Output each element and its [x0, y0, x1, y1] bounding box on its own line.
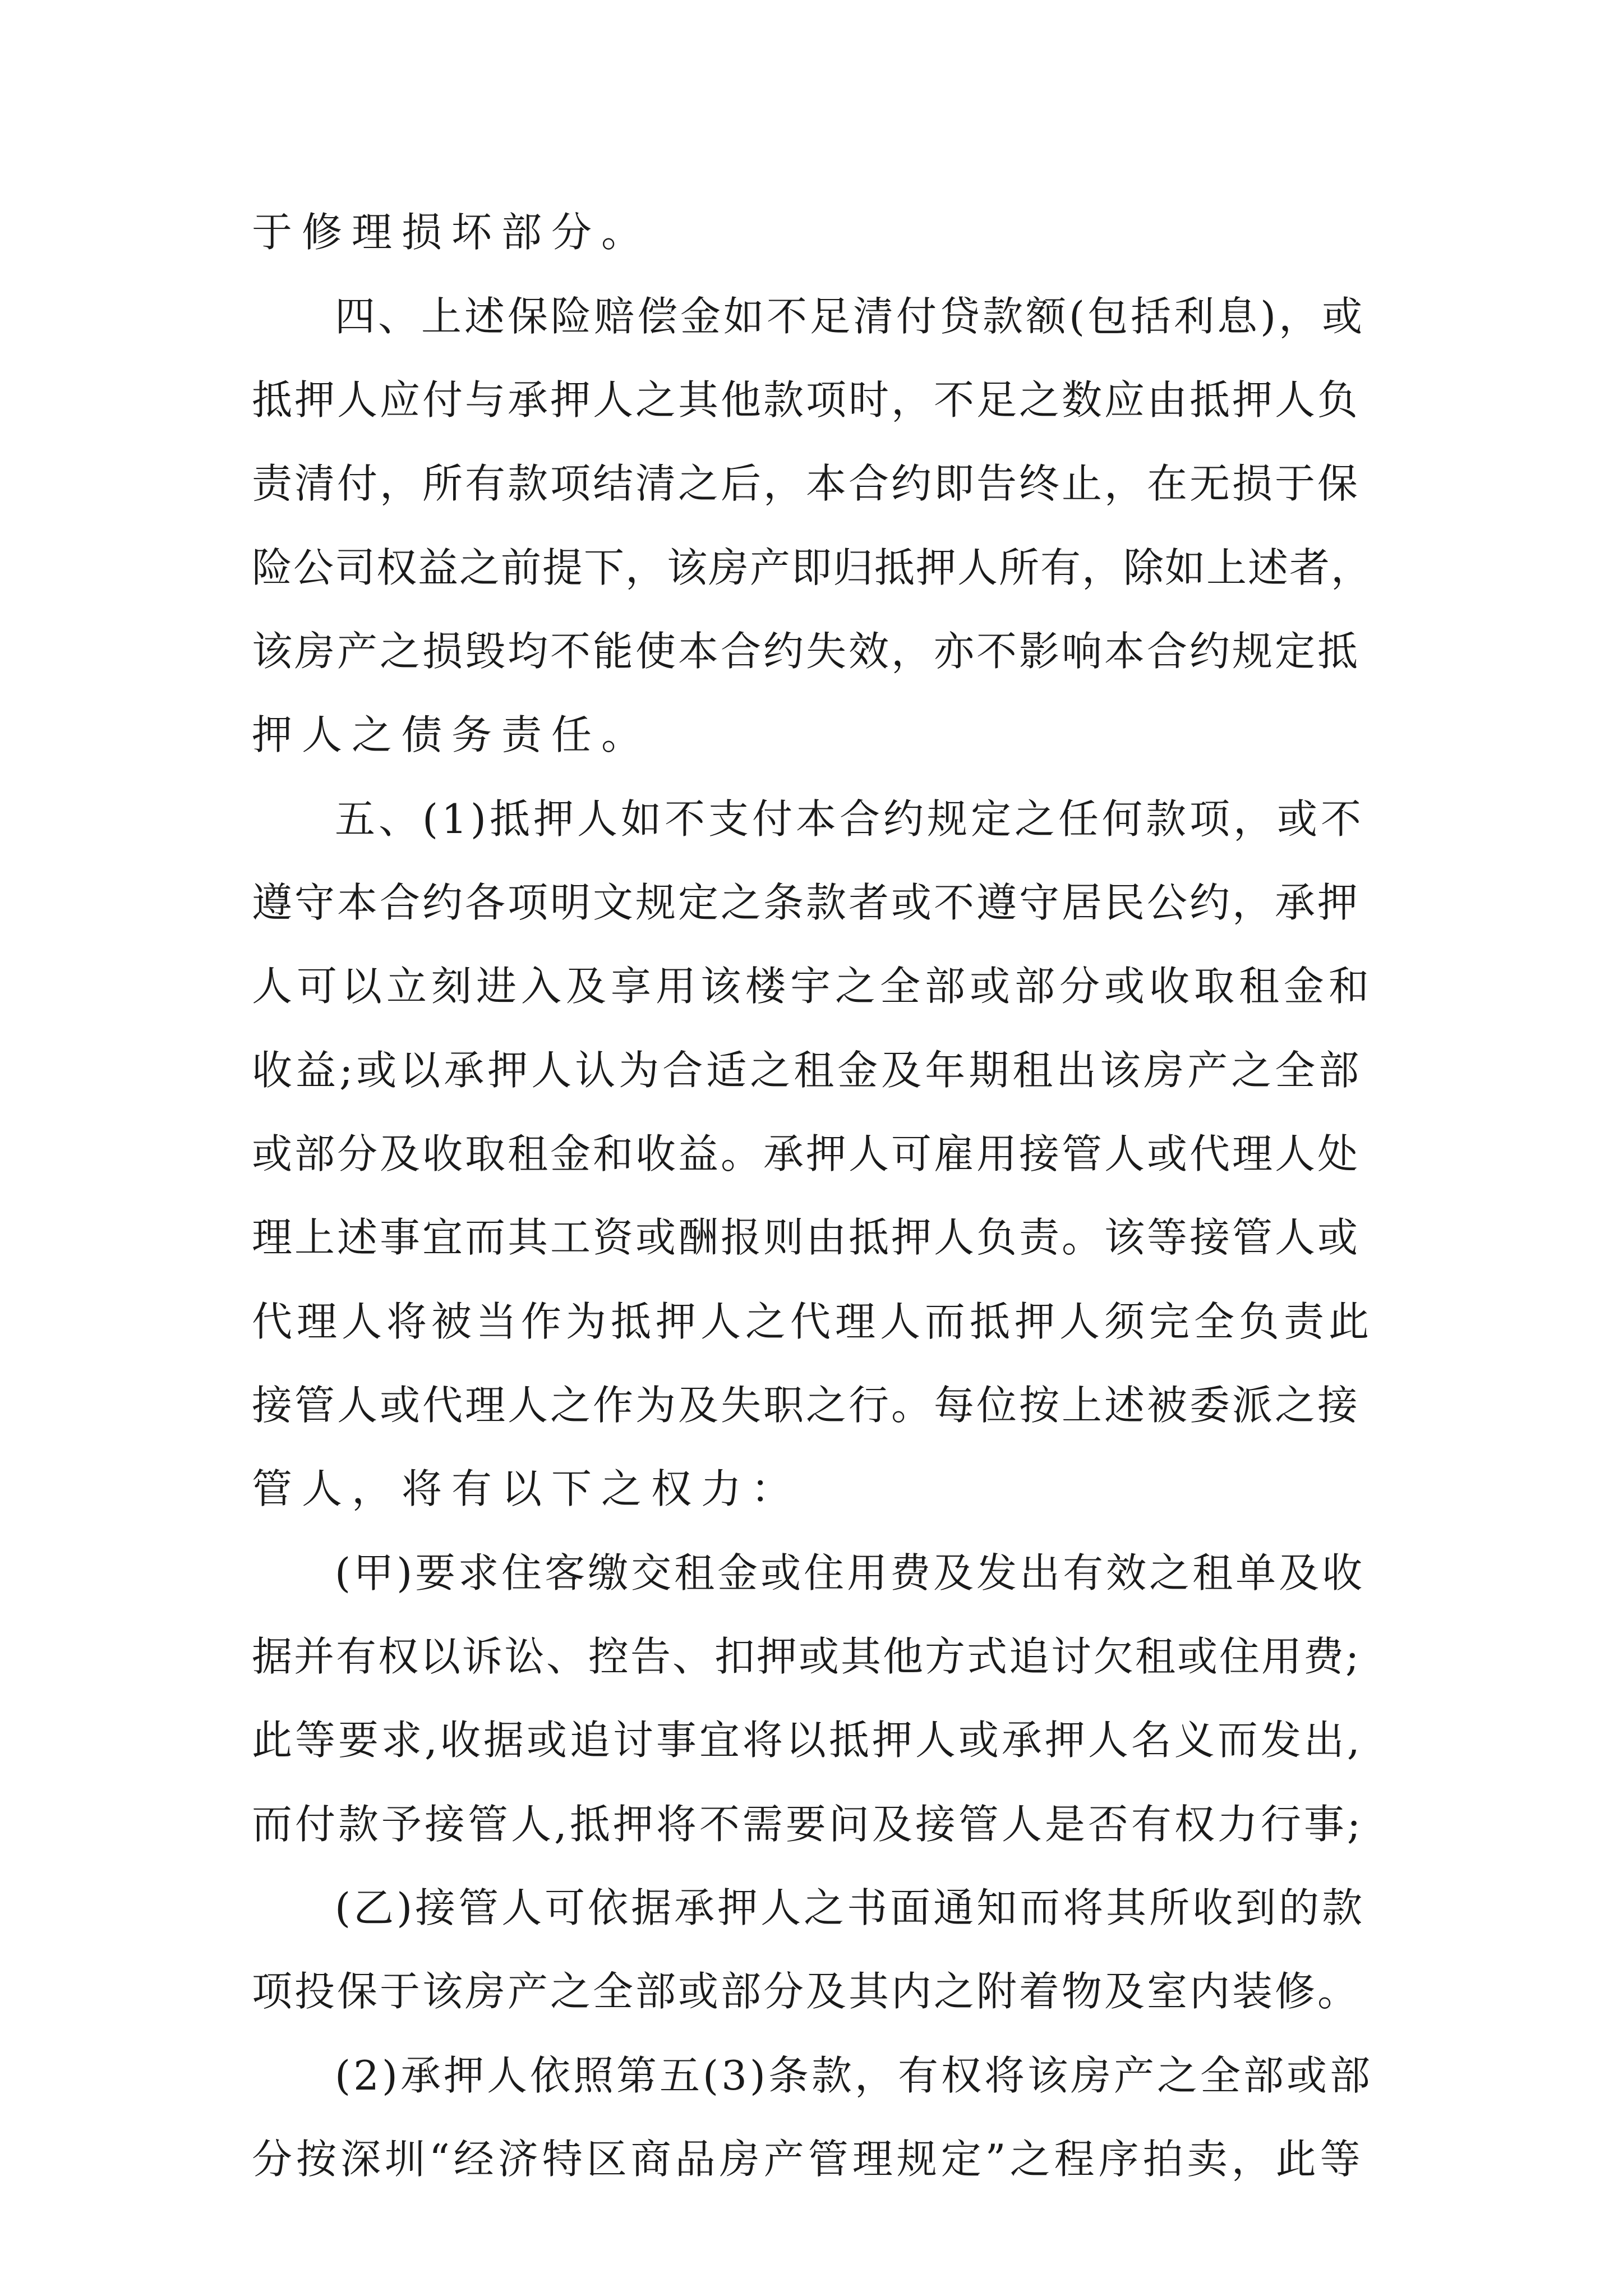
text-line: 项投保于该房产之全部或部分及其内之附着物及室内装修。: [252, 1968, 1361, 2015]
text-line: 分按深圳“经济特区商品房产管理规定”之程序拍卖，此等: [252, 2136, 1364, 2183]
text-line: 押人之债务责任。: [252, 711, 652, 758]
text-line: 五、(1)抵押人如不支付本合约规定之任何款项，或不: [335, 795, 1364, 843]
text-line: (乙)接管人可依据承押人之书面通知而将其所收到的款: [335, 1884, 1366, 1931]
text-line: (甲)要求住客缴交租金或住用费及发出有效之租单及收: [335, 1549, 1366, 1596]
text-line: 代理人将被当作为抵押人之代理人而抵押人须完全负责此: [252, 1298, 1374, 1345]
text-line: 而付款予接管人,抵押将不需要问及接管人是否有权力行事;: [252, 1801, 1364, 1848]
text-line: 或部分及收取租金和收益。承押人可雇用接管人或代理人处: [252, 1130, 1361, 1177]
text-line: 责清付，所有款项结清之后，本合约即告终止，在无损于保: [252, 460, 1361, 507]
text-line: 管人，将有以下之权力：: [252, 1465, 801, 1512]
text-line: 险公司权益之前提下，该房产即归抵押人所有，除如上述者，: [252, 544, 1373, 591]
text-line: 此等要求,收据或追讨事宜将以抵押人或承押人名义而发出,: [252, 1717, 1363, 1764]
text-line: 遵守本合约各项明文规定之条款者或不遵守居民公约，承押: [252, 879, 1361, 926]
text-line: 抵押人应付与承押人之其他款项时，不足之数应由抵押人负: [252, 376, 1361, 424]
text-line: 收益;或以承押人认为合适之租金及年期租出该房产之全部: [252, 1047, 1363, 1094]
text-line: 该房产之损毁均不能使本合约失效，亦不影响本合约规定抵: [252, 628, 1361, 675]
text-line: 接管人或代理人之作为及失职之行。每位按上述被委派之接: [252, 1382, 1361, 1429]
text-line: (2)承押人依照第五(3)条款，有权将该房产之全部或部: [335, 2052, 1373, 2099]
text-line: 于修理损坏部分。: [252, 209, 652, 256]
text-line: 四、上述保险赔偿金如不足清付贷款额(包括利息)，或: [335, 293, 1366, 340]
text-line: 人可以立刻进入及享用该楼宇之全部或部分或收取租金和: [252, 963, 1374, 1010]
text-line: 据并有权以诉讼、控告、扣押或其他方式追讨欠租或住用费;: [252, 1633, 1361, 1680]
text-line: 理上述事宜而其工资或酬报则由抵押人负责。该等接管人或: [252, 1214, 1361, 1261]
